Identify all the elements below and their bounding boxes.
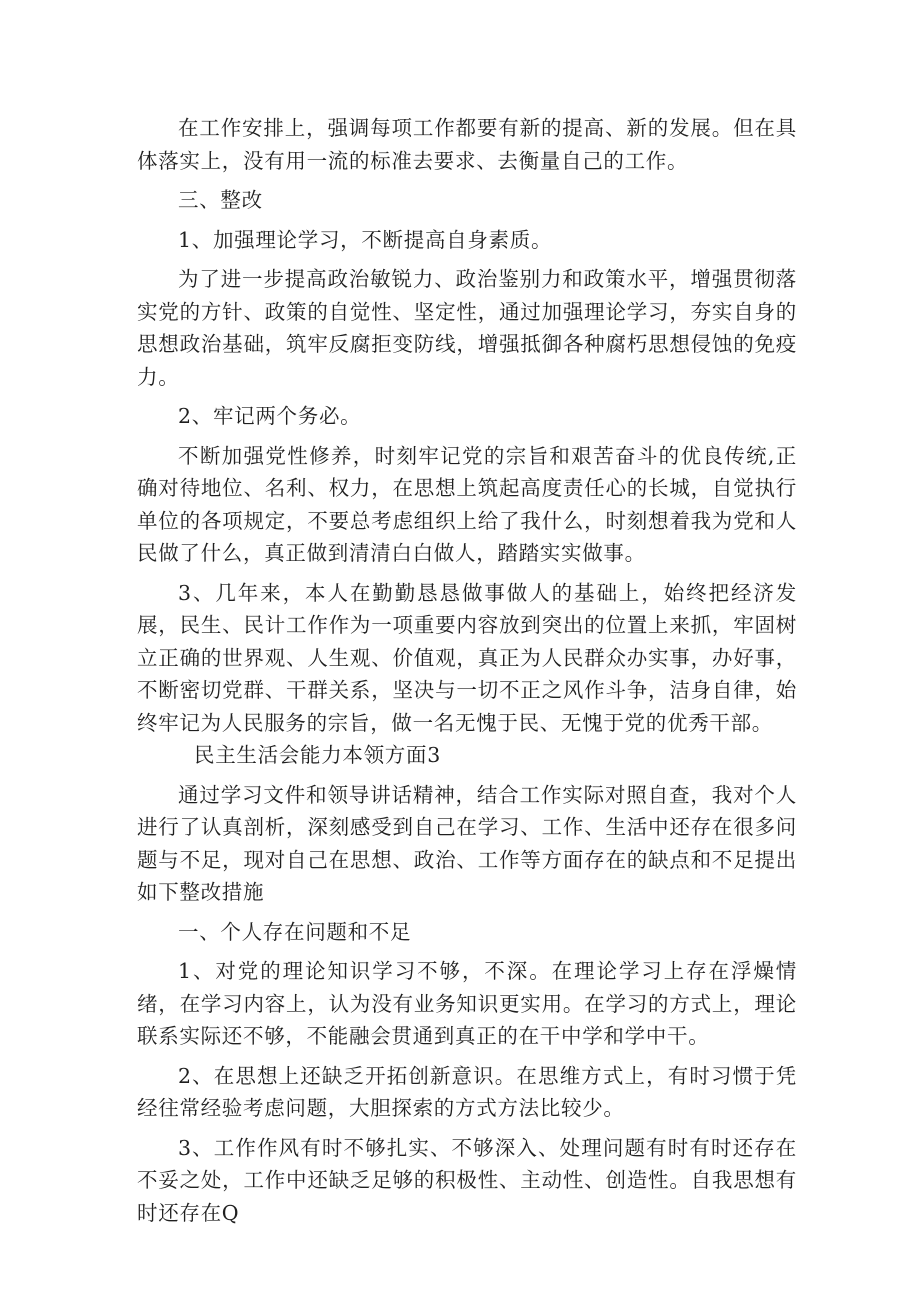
section-heading-problems: 一、个人存在问题和不足 — [178, 919, 412, 944]
paragraph-self-examination: 通过学习文件和领导讲话精神，结合工作实际对照自查，我对个人进行了认真剖析，深刻感受到自己在学习、工作、生活中还存在很多问题与不足，现对自己在思想、政治、工作等方面存在的缺点和不足提出如下整改措施 — [137, 782, 797, 904]
document-subtitle: 民主生活会能力本领方面3 — [194, 743, 441, 767]
paragraph-work-arrangement: 在工作安排上，强调每项工作都要有新的提高、新的发展。但在具体落实上，没有用一流的标准去要求、去衡量自己的工作。 — [137, 116, 797, 173]
section-heading-rectification: 三、整改 — [178, 188, 263, 212]
item-heading-theory-study: 1、加强理论学习，不断提高自身素质。 — [178, 227, 553, 252]
item-heading-two-musts: 2、牢记两个务必。 — [178, 404, 362, 428]
paragraph-problem-3: 3、工作作风有时不够扎实、不够深入、处理问题有时有时还存在不妥之处，工作中还缺乏足够的积极性、主动性、创造性。自我思想有时还存在Q — [137, 1135, 797, 1225]
paragraph-problem-1: 1、对党的理论知识学习不够，不深。在理论学习上存在浮燥情绪，在学习内容上，认为没有业务知识更实用。在学习的方式上，理论联系实际还不够，不能融会贯通到真正的在干中学和学中干。 — [137, 959, 797, 1048]
paragraph-party-spirit: 不断加强党性修养，时刻牢记党的宗旨和艰苦奋斗的优良传统,正确对待地位、名利、权力，在思想上筑起高度责任心的长城，自觉执行单位的各项规定，不要总考虑组织上给了我什么，时刻想着我为党和人民做了什么，真正做到清清白白做人，踏踏实实做事。 — [137, 443, 797, 565]
document-body — [137, 112, 797, 1229]
paragraph-years-of-work: 3、几年来，本人在勤勤恳恳做事做人的基础上，始终把经济发展，民生、民计工作作为一项重要内容放到突出的位置上来抓，牢固树立正确的世界观、人生观、价值观，真正为人民群众办实事，办好事，不断密切党群、干群关系，坚决与一切不正之风作斗争，洁身自律，始终牢记为人民服务的宗旨，做一名无愧于民、无愧于党的优秀干部。 — [137, 580, 797, 735]
paragraph-theory-study: 为了进一步提高政治敏锐力、政治鉴别力和政策水平，增强贯彻落实党的方针、政策的自觉性、坚定性，通过加强理论学习，夯实自身的思想政治基础，筑牢反腐拒变防线，增强抵御各种腐朽思想侵蚀的免疫力。 — [137, 267, 797, 389]
paragraph-problem-2: 2、在思想上还缺乏开拓创新意识。在思维方式上，有时习惯于凭经往常经验考虑问题，大胆探索的方式方法比较少。 — [137, 1063, 797, 1120]
